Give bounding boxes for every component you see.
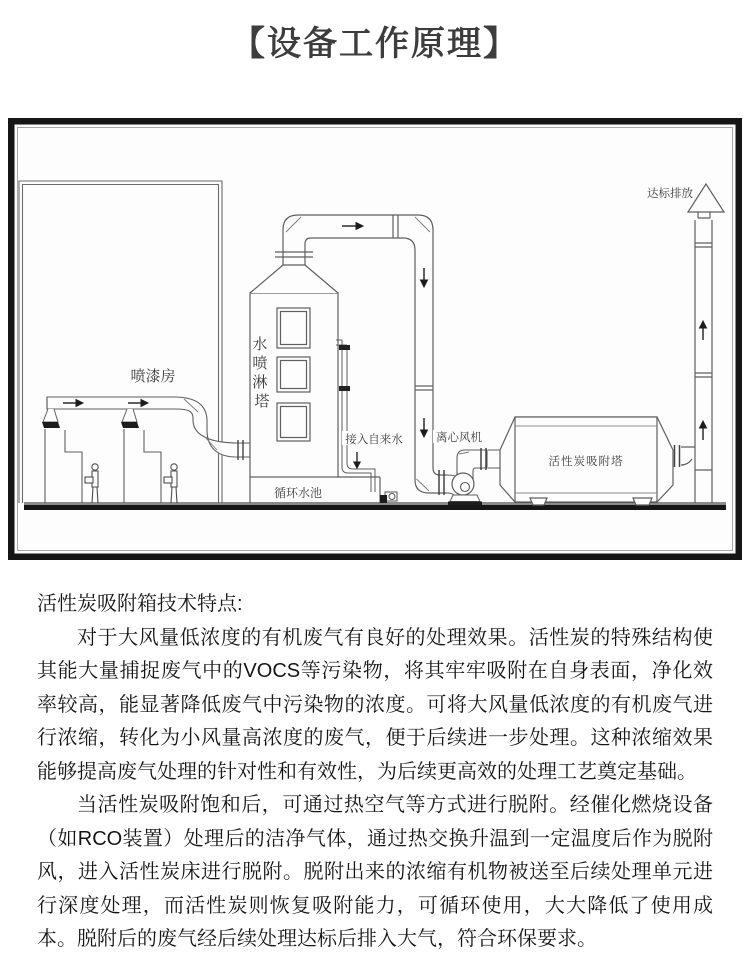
article-paragraph-1: 对于大风量低浓度的有机废气有良好的处理效果。活性炭的特殊结构使其能大量捕捉废气中的VOCS等污染物，将其牢牢吸附在自身表面，净化效率较高，能显著降低废气中污染物的浓度。可将大风量低浓度的有机废气进行浓缩，转化为小风量高浓度的废气，便于后续进一步处理。这种浓缩效果能够提高废气处理的针对性和有效性，为后续更高效的处理工艺奠定基础。 (37, 626, 713, 783)
article-paragraph-2: 当活性炭吸附饱和后，可通过热空气等方式进行脱附。经催化燃烧设备（如RCO装置）处理后的洁净气体，通过热交换升温到一定温度后作为脱附风，进入活性炭床进行脱附。脱附出来的浓缩有机物被送至后续处理单元进行深度处理，而活性炭则恢复吸附能力，可循环使用，大大降低了使用成本。脱附后的废气经后续处理达标后排入大气，符合环保要求。 (37, 794, 713, 950)
circulation-pool-label: 循环水池 (273, 486, 323, 500)
working-principle-diagram (8, 118, 742, 560)
centrifugal-fan-label: 离心风机 (436, 432, 482, 444)
spray-tower-label: 水 喷 淋 塔 (252, 336, 270, 410)
article-heading: 活性炭吸附箱技术特点: (37, 593, 243, 615)
spray-room-label: 喷漆房 (130, 368, 176, 385)
page-title: 【设备工作原理】 (231, 25, 519, 63)
carbon-tower-label: 活性炭吸附塔 (548, 456, 624, 468)
tap-water-label: 接入自来水 (345, 434, 403, 446)
article-text (37, 588, 713, 957)
emission-label: 达标排放 (647, 188, 693, 200)
diagram-canvas (8, 118, 742, 560)
